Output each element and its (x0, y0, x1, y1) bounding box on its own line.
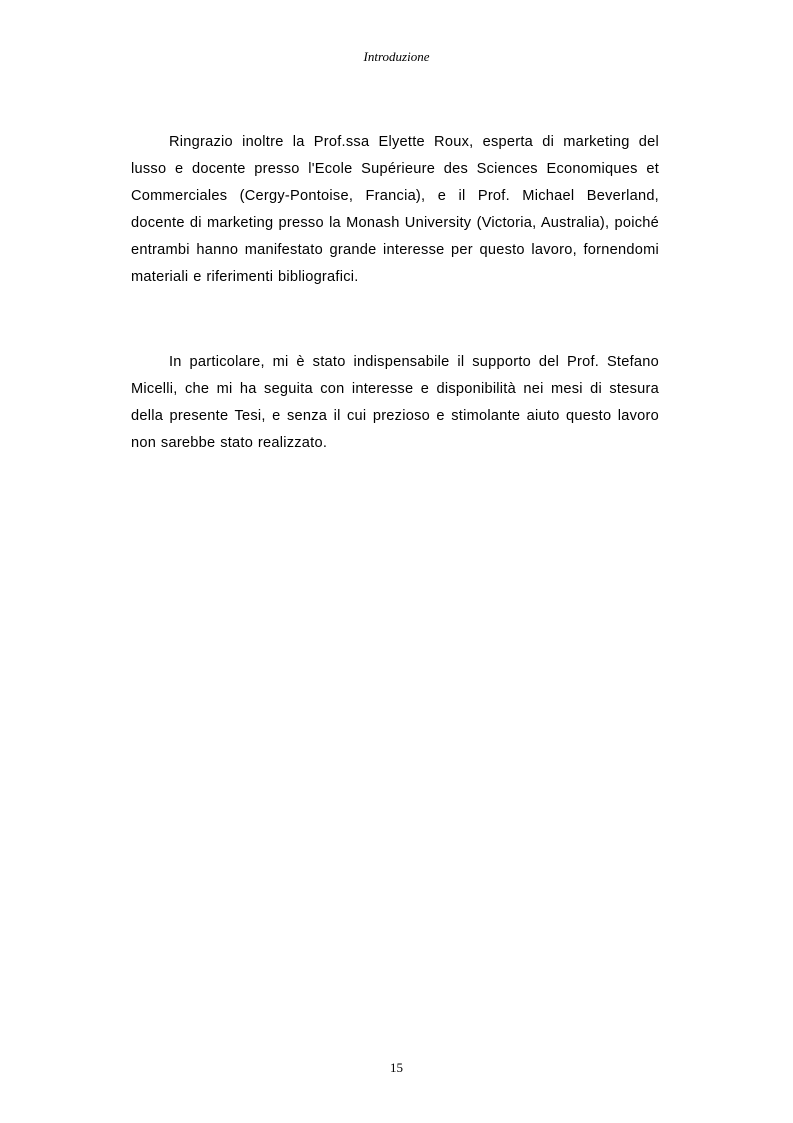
paragraph-acknowledgements-micelli: In particolare, mi è stato indispensabile il supporto del Prof. Stefano Micelli, che mi ha seguita con interesse e disponibilità nei mesi di stesura della presente Tesi, e senza il cui prezioso e stimolante aiuto questo lavoro non sarebbe stato realizzato. (131, 354, 659, 451)
page-number: 15 (390, 1060, 403, 1075)
running-header: Introduzione (363, 49, 430, 64)
paragraph-acknowledgements-roux-beverland: Ringrazio inoltre la Prof.ssa Elyette Roux, esperta di marketing del lusso e docente presso l'Ecole Supérieure des Sciences Economiques et Commerciales (Cergy-Pontoise, Francia), e il Prof. Michael Beverland, docente di marketing presso la Monash University (Victoria, Australia), poiché entrambi hanno manifestato grande interesse per questo lavoro, fornendomi materiali e riferimenti bibliografici. (131, 134, 659, 285)
page-body (131, 129, 659, 457)
